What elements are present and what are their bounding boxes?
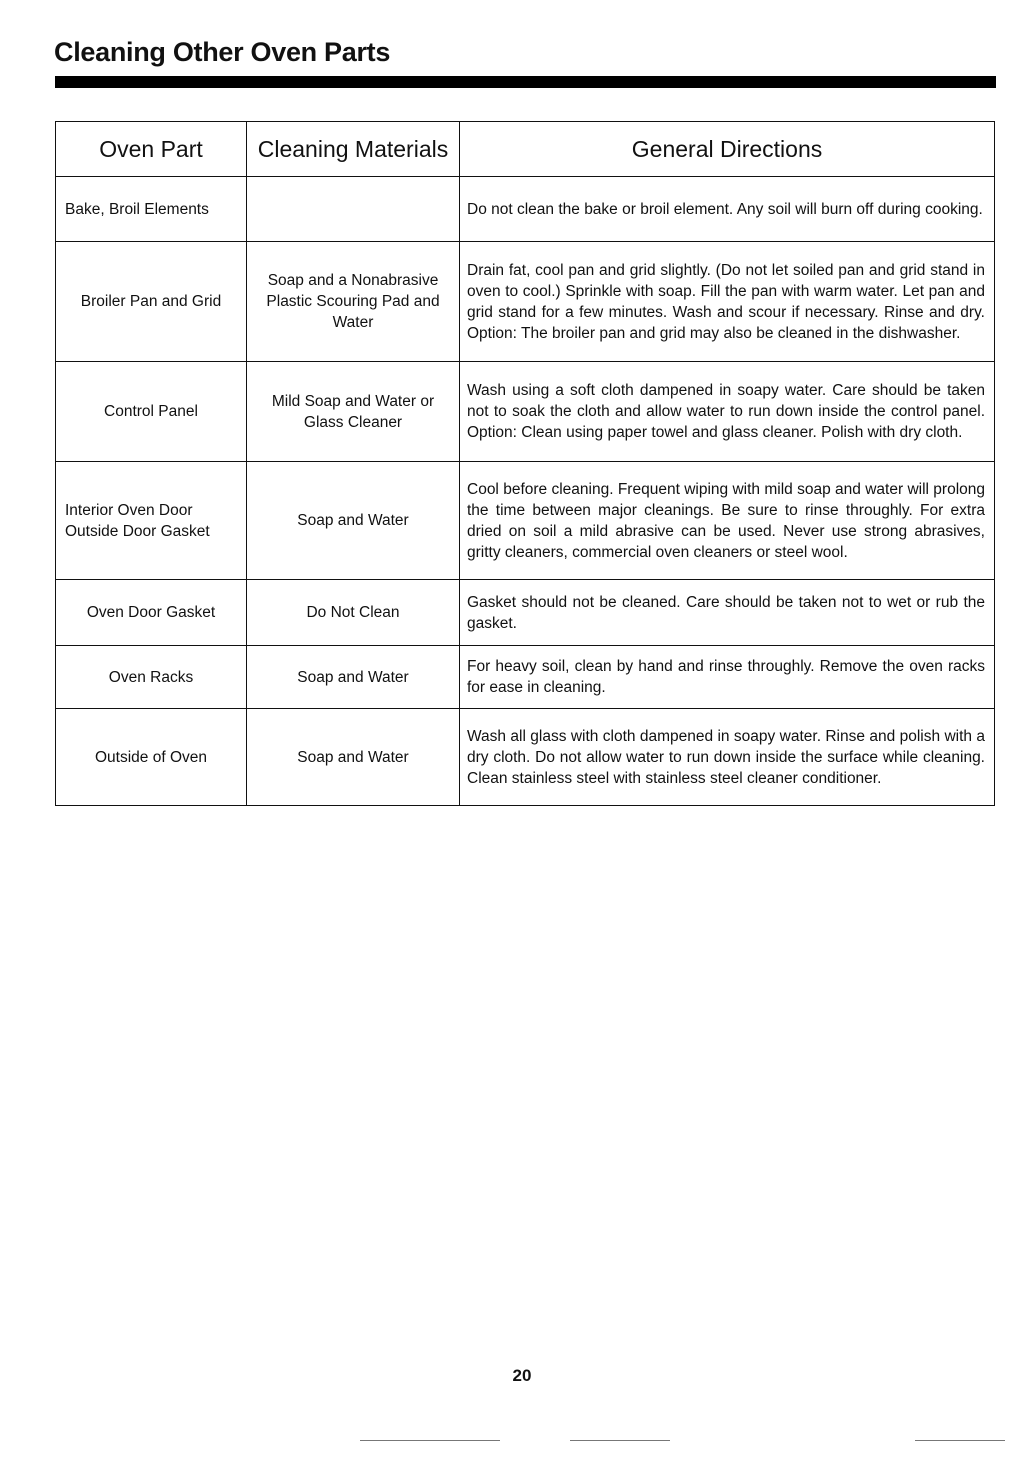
table-header-row bbox=[56, 122, 995, 177]
oven-part-cell: Control Panel bbox=[56, 362, 247, 462]
table-row bbox=[56, 362, 995, 462]
directions-cell: Do not clean the bake or broil element. Any soil will burn off during cooking. bbox=[460, 177, 995, 242]
header-oven-part: Oven Part bbox=[56, 122, 247, 177]
cleaning-table bbox=[55, 121, 995, 806]
table-row bbox=[56, 242, 995, 362]
directions-cell: Wash all glass with cloth dampened in soapy water. Rinse and polish with a dry cloth. Do not allow water to run down inside the surface while cleaning. Clean stainless steel with stainless steel cleaner conditioner. bbox=[460, 709, 995, 806]
oven-part-cell: Oven Door Gasket bbox=[56, 580, 247, 646]
scan-artifact-line bbox=[570, 1440, 670, 1441]
oven-part-cell: Bake, Broil Elements bbox=[56, 177, 247, 242]
directions-cell: Cool before cleaning. Frequent wiping with mild soap and water will prolong the time between major cleanings. Be sure to rinse throughly. For extra dried on soil a mild abrasive can be used. Never use strong abrasives, gritty cleaners, commercial oven cleaners or steel wool. bbox=[460, 462, 995, 580]
cleaning-material-cell: Soap and Water bbox=[247, 709, 460, 806]
table-row bbox=[56, 177, 995, 242]
oven-part-cell: Interior Oven Door Outside Door Gasket bbox=[56, 462, 247, 580]
scan-artifact-line bbox=[915, 1440, 1005, 1441]
scan-artifact-line bbox=[360, 1440, 500, 1441]
cleaning-material-cell: Soap and Water bbox=[247, 646, 460, 709]
cleaning-material-cell: Soap and Water bbox=[247, 462, 460, 580]
page-title: Cleaning Other Oven Parts bbox=[54, 37, 391, 67]
directions-cell: For heavy soil, clean by hand and rinse throughly. Remove the oven racks for ease in cleaning. bbox=[460, 646, 995, 709]
table-row bbox=[56, 646, 995, 709]
directions-cell: Gasket should not be cleaned. Care should be taken not to wet or rub the gasket. bbox=[460, 580, 995, 646]
directions-cell: Drain fat, cool pan and grid slightly. (Do not let soiled pan and grid stand in oven to cool.) Sprinkle with soap. Fill the pan with warm water. Let pan and grid stand for a few minutes. Wash and scour if necessary. Rinse and dry. Option: The broiler pan and grid may also be cleaned in the dishwasher. bbox=[460, 242, 995, 362]
oven-part-cell: Outside of Oven bbox=[56, 709, 247, 806]
cleaning-material-cell: Soap and a Nonabrasive Plastic Scouring Pad and Water bbox=[247, 242, 460, 362]
header-general-directions: General Directions bbox=[460, 122, 995, 177]
page-number: 20 bbox=[512, 1366, 532, 1385]
oven-part-cell: Oven Racks bbox=[56, 646, 247, 709]
header-cleaning-materials: Cleaning Materials bbox=[247, 122, 460, 177]
cleaning-material-cell: Do Not Clean bbox=[247, 580, 460, 646]
table-row bbox=[56, 462, 995, 580]
table-row bbox=[56, 709, 995, 806]
directions-cell: Wash using a soft cloth dampened in soapy water. Care should be taken not to soak the cloth and allow water to run down inside the control panel. Option: Clean using paper towel and glass cleaner. Polish with dry cloth. bbox=[460, 362, 995, 462]
title-rule bbox=[55, 76, 996, 88]
table-row bbox=[56, 580, 995, 646]
oven-part-cell: Broiler Pan and Grid bbox=[56, 242, 247, 362]
cleaning-material-cell: Mild Soap and Water or Glass Cleaner bbox=[247, 362, 460, 462]
cleaning-material-cell bbox=[247, 177, 460, 242]
